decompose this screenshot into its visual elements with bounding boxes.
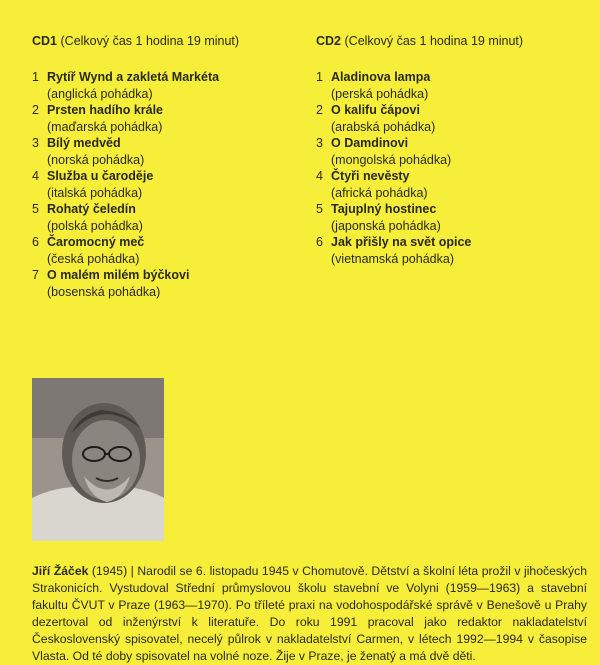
track-title: Jak přišly na svět opice [331, 235, 472, 249]
track-number: 5 [32, 202, 39, 216]
cd1-column [32, 34, 302, 300]
track-origin: (mongolská pohádka) [331, 152, 452, 167]
track-title: Čaromocný meč [47, 235, 145, 249]
track-number: 1 [32, 70, 39, 84]
track-number: 5 [316, 202, 323, 216]
cd1-header [32, 34, 302, 48]
track-title: Bílý medvěd [47, 136, 121, 150]
track-title: O Damdinovi [331, 136, 409, 150]
author-photo [32, 378, 164, 541]
track-item [32, 201, 302, 234]
author-name: Jiří Žáček [32, 564, 89, 579]
track-number: 3 [32, 136, 39, 150]
author-bio [32, 563, 587, 665]
track-origin: (anglická pohádka) [47, 86, 153, 101]
track-number: 1 [316, 70, 323, 84]
track-title: Tajuplný hostinec [331, 202, 437, 216]
track-item [316, 234, 586, 267]
cd2-track-list [316, 69, 586, 267]
track-item [316, 168, 586, 201]
track-origin: (bosenská pohádka) [47, 284, 161, 299]
track-origin: (polská pohádka) [47, 218, 143, 233]
cd1-duration: (Celkový čas 1 hodina 19 minut) [60, 34, 240, 48]
track-title: O kalifu čápovi [331, 103, 420, 117]
cd2-column [316, 34, 586, 267]
track-origin: (perská pohádka) [331, 86, 429, 101]
cd1-track-list [32, 69, 302, 300]
track-item [32, 69, 302, 102]
track-origin: (japonská pohádka) [331, 218, 441, 233]
cd2-label: CD2 [316, 34, 342, 48]
track-origin: (norská pohádka) [47, 152, 145, 167]
track-origin: (maďarská pohádka) [47, 119, 163, 134]
track-number: 4 [316, 169, 323, 183]
cd1-label: CD1 [32, 34, 58, 48]
track-item [316, 135, 586, 168]
track-origin: (arabská pohádka) [331, 119, 436, 134]
track-title: Čtyři nevěsty [331, 169, 410, 183]
track-item [32, 267, 302, 300]
track-number: 6 [316, 235, 323, 249]
track-item [32, 102, 302, 135]
track-number: 6 [32, 235, 39, 249]
cd2-duration: (Celkový čas 1 hodina 19 minut) [344, 34, 524, 48]
track-number: 4 [32, 169, 39, 183]
track-number: 2 [316, 103, 323, 117]
track-origin: (česká pohádka) [47, 251, 140, 266]
author-bio-text: (1945) | Narodil se 6. listopadu 1945 v Chomutově. Dětství a školní léta prožil v jihočeských Strakonicích. Vystudoval Střední průmyslovou školu stavební ve Volyni (1959—1963) a stavební fakultu ČVUT v Praze (1963—1970). Po tříleté praxi na vodohospodářské správě v Benešově u Prahy dezertoval od inženýrství k literatuře. Do roku 1991 pracoval jako redaktor nakladatelství Československý spisovatel, necelý půlrok v nakladatelství Carmen, v létech 1992—1994 v časopise Vlasta. Od té doby spisovatel na volné noze. Žije v Praze, je ženatý a má dvě děti. [32, 564, 587, 664]
track-origin: (italská pohádka) [47, 185, 143, 200]
track-title: Rytíř Wynd a zakletá Markéta [47, 70, 220, 84]
track-title: Aladinova lampa [331, 70, 431, 84]
track-item [316, 201, 586, 234]
track-title: Rohatý čeledín [47, 202, 136, 216]
track-item [316, 69, 586, 102]
track-number: 2 [32, 103, 39, 117]
track-item [32, 234, 302, 267]
track-origin: (africká pohádka) [331, 185, 428, 200]
track-number: 7 [32, 268, 39, 282]
track-number: 3 [316, 136, 323, 150]
track-origin: (vietnamská pohádka) [331, 251, 454, 266]
track-title: Služba u čaroděje [47, 169, 154, 183]
track-item [32, 168, 302, 201]
track-item [32, 135, 302, 168]
track-title: Prsten hadího krále [47, 103, 164, 117]
cd2-header [316, 34, 586, 48]
track-title: O malém milém býčkovi [47, 268, 190, 282]
track-item [316, 102, 586, 135]
author-portrait-illustration [32, 378, 164, 541]
